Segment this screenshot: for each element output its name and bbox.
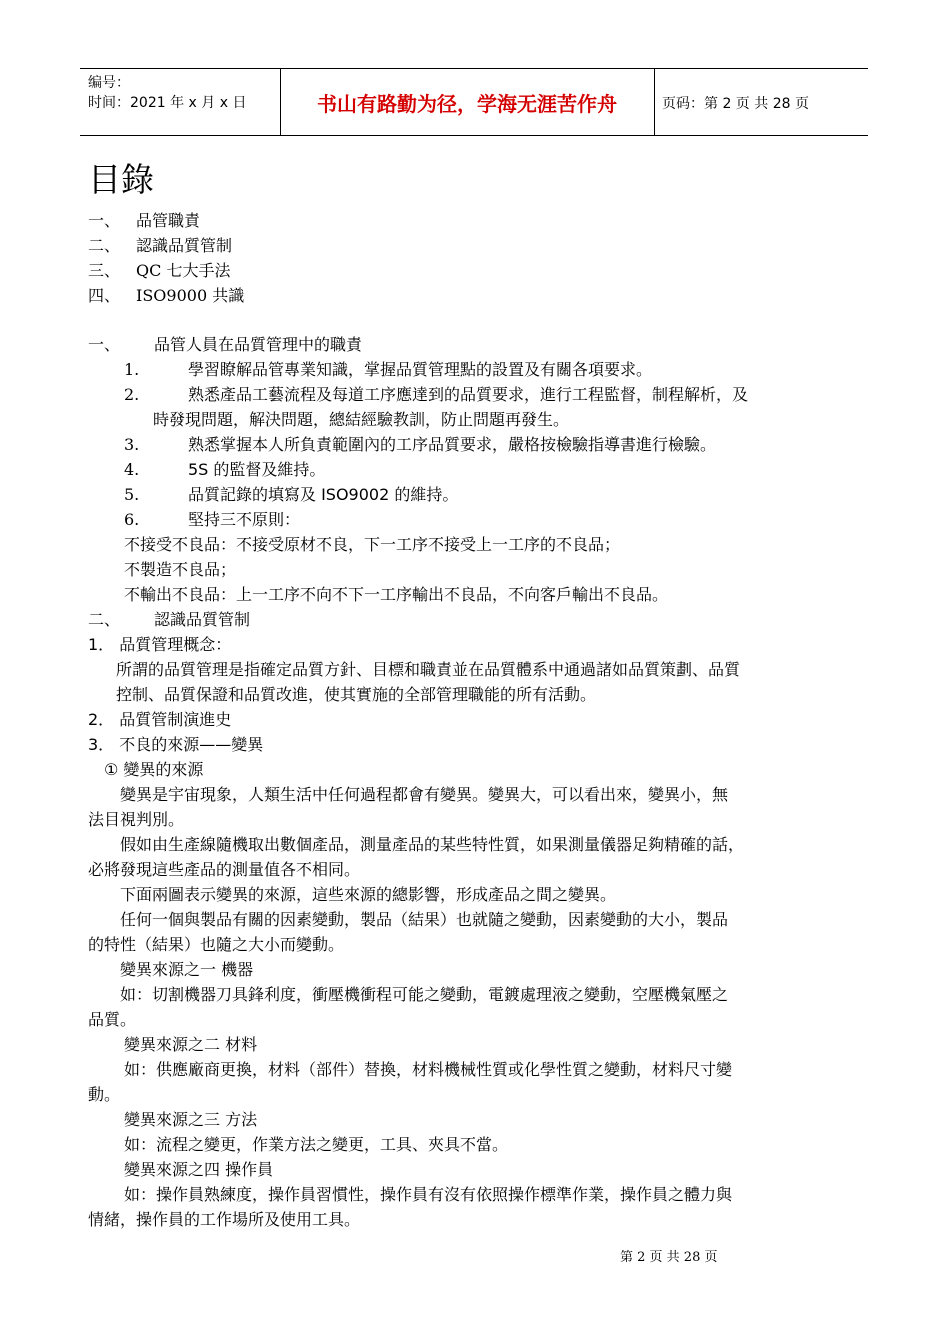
body-line: 變異來源之二 材料 [124, 1035, 258, 1054]
item-text: 熟悉產品工藝流程及每道工序應達到的品質要求，進行工程監督，制程解析，及 [188, 385, 749, 404]
body-line: 如：供應廠商更換，材料（部件）替換，材料機械性質或化學性質之變動，材料尺寸變 [124, 1060, 733, 1079]
body-line: 變異來源之三 方法 [124, 1110, 258, 1129]
body-line: 如：流程之變更，作業方法之變更，工具、夾具不當。 [124, 1135, 509, 1154]
body-line: 的特性（結果）也隨之大小而變動。 [88, 935, 345, 954]
body-line: 必將發現這些產品的測量值各不相同。 [88, 860, 361, 879]
body-line: 動。 [88, 1085, 121, 1104]
principle-line: 不製造不良品； [124, 560, 237, 579]
section-num: 一、 [88, 335, 121, 354]
body-line: ① 變異的來源 [104, 760, 204, 779]
page-header [80, 68, 868, 136]
principle-line: 不接受不良品：不接受原材不良，下一工序不接受上一工序的不良品； [124, 535, 621, 554]
toc-label: 認識品質管制 [136, 236, 233, 255]
item-num: 2. [124, 385, 140, 404]
body-line: 3． 不良的來源——變異 [88, 735, 264, 754]
time-label: 时间：2021 年 x 月 x 日 [88, 95, 247, 111]
toc-label: ISO9000 共識 [136, 286, 245, 305]
item-num: 5. [124, 485, 140, 504]
toc-item [88, 258, 230, 283]
item-num: 3. [124, 435, 140, 454]
section-heading [88, 333, 363, 357]
body-line: 控制、品質保證和品質改進，使其實施的全部管理職能的所有活動。 [116, 685, 597, 704]
item-text: 堅持三不原則： [188, 510, 301, 529]
header-motto: 书山有路勤为径，学海无涯苦作舟 [317, 91, 617, 116]
toc-label: QC 七大手法 [136, 261, 231, 280]
body-line: 如：操作員熟練度，操作員習慣性，操作員有沒有依照操作標準作業，操作員之體力與 [124, 1185, 733, 1204]
list-item [124, 383, 749, 407]
toc-label: 品管職責 [136, 211, 201, 230]
item-text: 熟悉掌握本人所負責範圍內的工序品質要求，嚴格按檢驗指導書進行檢驗。 [188, 435, 717, 454]
body-line: 假如由生產線隨機取出數個產品，測量產品的某些特性質，如果測量儀器足夠精確的話， [120, 835, 745, 854]
list-item-continued: 時發現問題，解決問題，總結經驗教訓，防止問題再發生。 [153, 410, 570, 429]
number-label: 编号： [88, 75, 130, 91]
header-page-info: 页码：第 2 页 共 28 页 [662, 96, 809, 112]
section-title: 認識品質管制 [154, 610, 251, 629]
header-meta [88, 73, 246, 113]
list-item [124, 433, 717, 457]
item-num: 4. [124, 460, 140, 479]
body-line: 法目視判別。 [88, 810, 185, 829]
body-line: 變異來源之一 機器 [120, 960, 254, 979]
toc-item [88, 283, 244, 308]
toc-num: 三、 [88, 261, 121, 280]
item-text: 5S 的監督及維持。 [188, 460, 326, 479]
body-line: 變異來源之四 操作員 [124, 1160, 274, 1179]
body-line: 情緒，操作員的工作場所及使用工具。 [88, 1210, 361, 1229]
section-num: 二、 [88, 610, 121, 629]
item-text: 品質記錄的填寫及 ISO9002 的維持。 [188, 485, 459, 504]
principle-line: 不輸出不良品：上一工序不向不下一工序輸出不良品，不向客戶輸出不良品。 [124, 585, 669, 604]
item-num: 1. [124, 360, 140, 379]
page-title: 目錄 [88, 160, 154, 199]
toc-item [88, 233, 232, 258]
list-item [124, 458, 326, 482]
section-heading [88, 608, 251, 632]
header-divider [654, 69, 655, 135]
body-line: 所謂的品質管理是指確定品質方針、目標和職責並在品質體系中通過諸如品質策劃、品質 [116, 660, 741, 679]
body-line: 任何一個與製品有關的因素變動，製品（結果）也就隨之變動，因素變動的大小，製品 [120, 910, 729, 929]
section-title: 品管人員在品質管理中的職責 [154, 335, 363, 354]
item-num: 6. [124, 510, 140, 529]
item-text: 學習瞭解品管專業知識，掌握品質管理點的設置及有關各項要求。 [188, 360, 653, 379]
list-item [124, 508, 301, 532]
list-item [124, 358, 653, 382]
body-line: 1． 品質管理概念： [88, 635, 232, 654]
body-line: 變異是宇宙現象，人類生活中任何過程都會有變異。變異大，可以看出來，變異小，無 [120, 785, 729, 804]
body-line: 品質。 [88, 1010, 137, 1029]
body-line: 如：切割機器刀具鋒利度，衝壓機衝程可能之變動，電鍍處理液之變動，空壓機氣壓之 [120, 985, 729, 1004]
page-footer: 第 2 页 共 28 页 [620, 1250, 718, 1265]
toc-num: 四、 [88, 286, 121, 305]
body-line: 下面兩圖表示變異的來源，這些來源的總影響，形成產品之間之變異。 [120, 885, 617, 904]
toc-num: 二、 [88, 236, 121, 255]
body-line: 2． 品質管制演進史 [88, 710, 232, 729]
toc-num: 一、 [88, 211, 121, 230]
list-item [124, 483, 459, 507]
toc-item [88, 208, 200, 233]
